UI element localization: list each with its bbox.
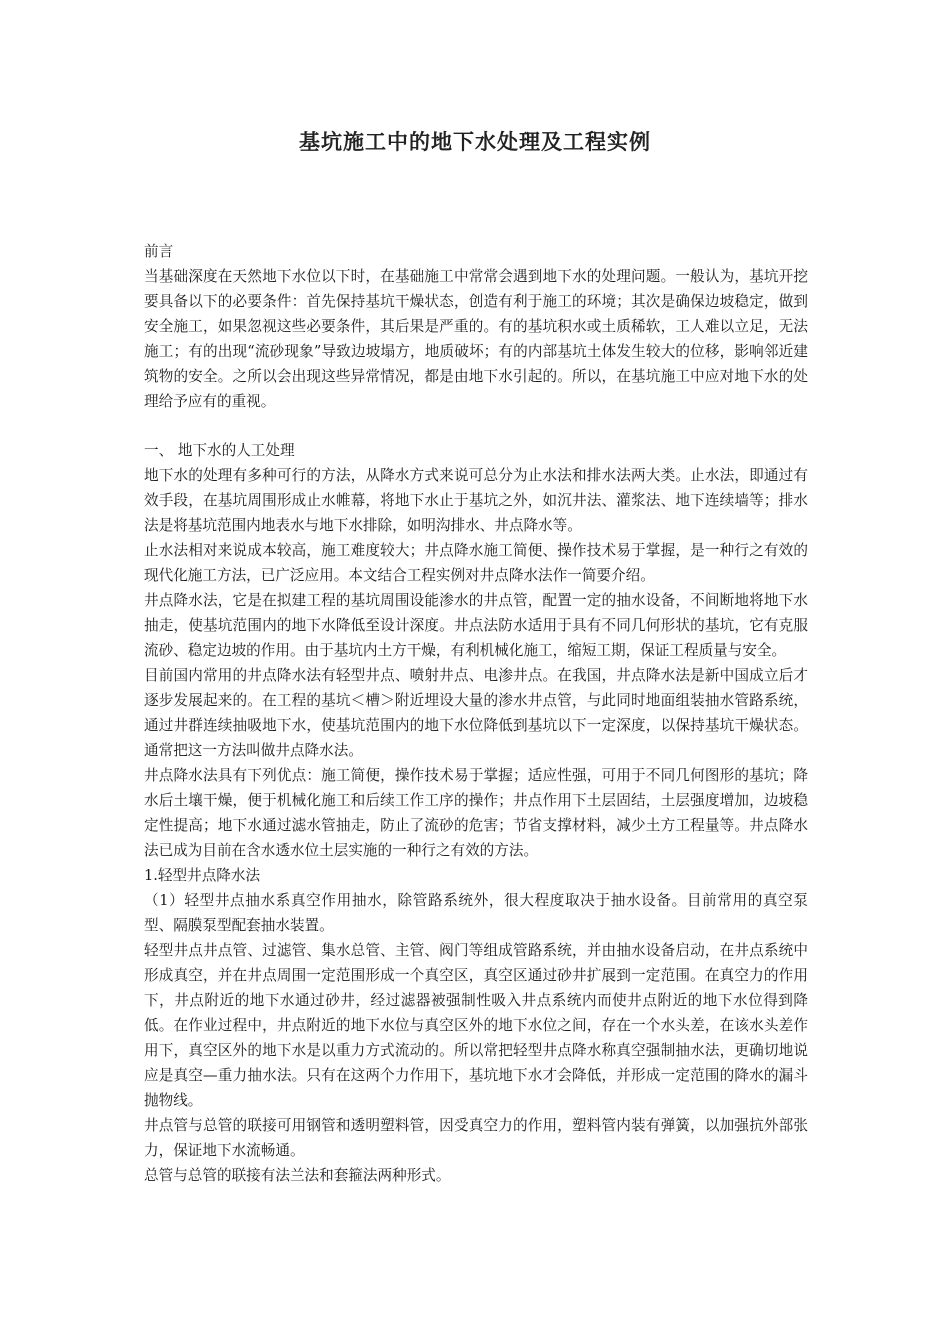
- paragraph: 总管与总管的联接有法兰法和套箍法两种形式。: [144, 1167, 451, 1184]
- paragraph: （1）轻型井点抽水系真空作用抽水，除管路系统外，很大程度取决于抽水设备。目前常用的真空泵型、隔膜泵型配套抽水装置。: [144, 892, 808, 934]
- paragraph: 地下水的处理有多种可行的方法，从降水方式来说可总分为止水法和排水法两大类。止水法，即通过有效手段，在基坑周围形成止水帷幕，将地下水止于基坑之外，如沉井法、灌浆法、地下连续墙等；排水法是将基坑范围内地表水与地下水排除，如明沟排水、井点降水等。: [144, 467, 808, 534]
- paragraph: 目前国内常用的井点降水法有轻型井点、喷射井点、电渗井点。在我国，井点降水法是新中国成立后才逐步发展起来的。在工程的基坑＜槽＞附近埋设大量的渗水井点管，与此同时地面组装抽水管路系统，通过井群连续抽吸地下水，使基坑范围内的地下水位降低到基坑以下一定深度，以保持基坑干燥状态。通常把这一方法叫做井点降水法。: [144, 667, 808, 759]
- paragraph: 止水法相对来说成本较高，施工难度较大；井点降水施工简便、操作技术易于掌握，是一种行之有效的现代化施工方法，已广泛应用。本文结合工程实例对井点降水法作一简要介绍。: [144, 542, 808, 584]
- section-heading: 一、 地下水的人工处理: [144, 442, 295, 459]
- preface-paragraph: 当基础深度在天然地下水位以下时，在基础施工中常常会遇到地下水的处理问题。一般认为，基坑开挖要具备以下的必要条件：首先保持基坑干燥状态，创造有利于施工的环境；其次是确保边坡稳定，做到安全施工，如果忽视这些必要条件，其后果是严重的。有的基坑积水或土质稀软，工人难以立足，无法施工；有的出现“流砂现象”导致边坡塌方，地质破坏；有的内部基坑土体发生较大的位移，影响邻近建筑物的安全。之所以会出现这些异常情况，都是由地下水引起的。所以，在基坑施工中应对地下水的处理给予应有的重视。: [144, 268, 808, 410]
- paragraph: 井点降水法，它是在拟建工程的基坑周围设能渗水的井点管，配置一定的抽水设备，不间断地将地下水抽走，使基坑范围内的地下水降低至设计深度。井点法防水适用于具有不同几何形状的基坑，它有克服流砂、稳定边坡的作用。由于基坑内土方干燥，有利机械化施工，缩短工期，保证工程质量与安全。: [144, 592, 808, 659]
- paragraph: 井点管与总管的联接可用钢管和透明塑料管，因受真空力的作用，塑料管内装有弹簧，以加强抗外部张力，保证地下水流畅通。: [144, 1117, 808, 1159]
- subsection-heading: 1.轻型井点降水法: [144, 867, 261, 884]
- paragraph: 轻型井点井点管、过滤管、集水总管、主管、阀门等组成管路系统，并由抽水设备启动，在井点系统中形成真空，并在井点周围一定范围形成一个真空区，真空区通过砂井扩展到一定范围。在真空力的作用下，井点附近的地下水通过砂井，经过滤器被强制性吸入井点系统内而使井点附近的地下水位得到降低。在作业过程中，井点附近的地下水位与真空区外的地下水位之间，存在一个水头差，在该水头差作用下，真空区外的地下水是以重力方式流动的。所以常把轻型井点降水称真空强制抽水法，更确切地说应是真空—重力抽水法。只有在这两个力作用下，基坑地下水才会降低，并形成一定范围的降水的漏斗抛物线。: [144, 942, 808, 1109]
- section-spacer: [144, 414, 808, 438]
- preface-heading: 前言: [144, 243, 174, 260]
- document-title: 基坑施工中的地下水处理及工程实例: [299, 130, 651, 154]
- document-body: [144, 239, 808, 1188]
- paragraph: 井点降水法具有下列优点：施工简便，操作技术易于掌握；适应性强，可用于不同几何图形的基坑；降水后土壤干燥，便于机械化施工和后续工作工序的操作；井点作用下土层固结，土层强度增加，边坡稳定性提高；地下水通过滤水管抽走，防止了流砂的危害；节省支撑材料，减少土方工程量等。井点降水法已成为目前在含水透水位土层实施的一种行之有效的方法。: [144, 767, 808, 859]
